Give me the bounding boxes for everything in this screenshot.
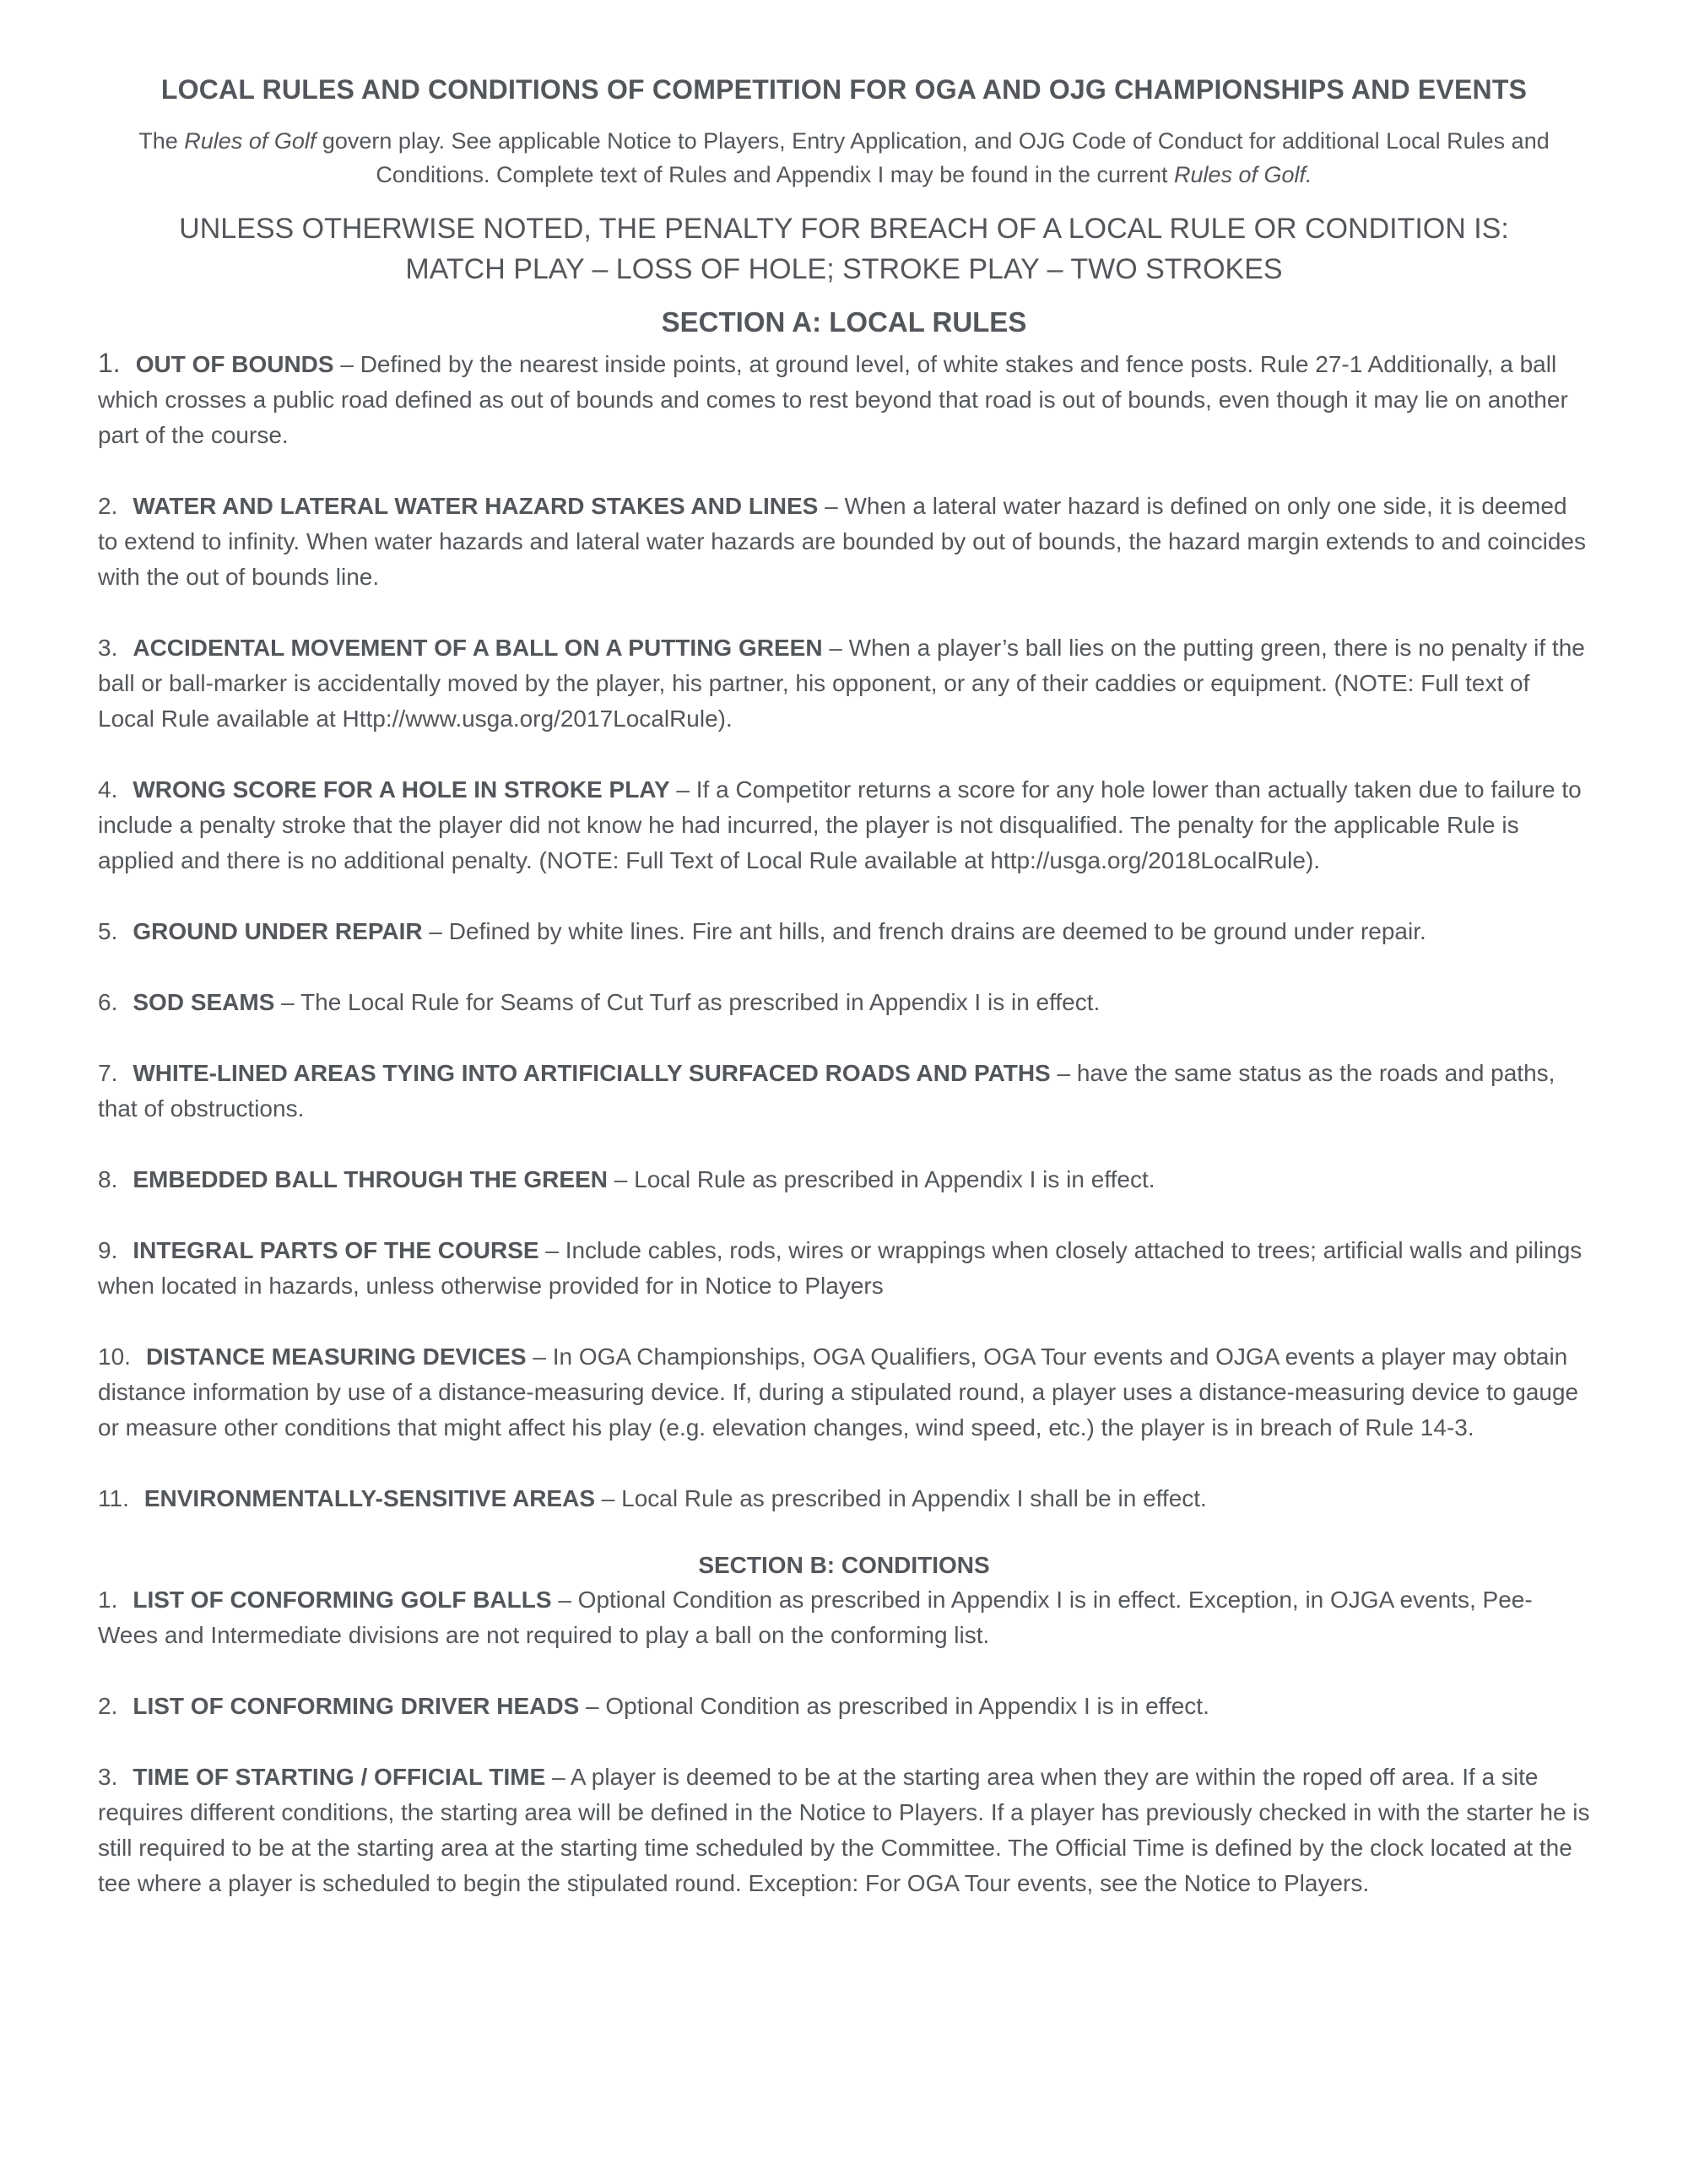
condition-text: – Optional Condition as prescribed in Appendix I is in effect. Exception, in OJGA events, Pee-Wees and Intermediate divisions are not required to play a ball on the conforming list. bbox=[98, 1587, 1533, 1648]
rule-text: – have the same status as the roads and paths, that of obstructions. bbox=[98, 1060, 1555, 1122]
intro-pre: The bbox=[138, 128, 185, 154]
rule-number: 10. bbox=[98, 1343, 131, 1370]
rule-number: 5. bbox=[98, 918, 118, 944]
condition-item bbox=[98, 1582, 1590, 1653]
rule-text: – Local Rule as prescribed in Appendix I shall be in effect. bbox=[595, 1485, 1207, 1511]
rule-text: – The Local Rule for Seams of Cut Turf as prescribed in Appendix I is in effect. bbox=[274, 989, 1101, 1015]
intro-italic-rules-of-golf: Rules of Golf bbox=[184, 128, 316, 154]
local-rule-item bbox=[98, 1056, 1590, 1127]
rule-text: – When a player’s ball lies on the putting green, there is no penalty if the ball or ball-marker is accidentally moved by the player, his partner, his opponent, or any of their caddies or equipment. (NOTE: Full text of Local Rule available at Http://www.usga.org/2017LocalRule). bbox=[98, 635, 1585, 732]
section-a-heading: SECTION A: LOCAL RULES bbox=[661, 306, 1027, 338]
rule-text: – Local Rule as prescribed in Appendix I is in effect. bbox=[607, 1166, 1155, 1192]
document-title: LOCAL RULES AND CONDITIONS OF COMPETITION FOR OGA AND OJG CHAMPIONSHIPS AND EVENTS bbox=[160, 74, 1528, 105]
condition-title: LIST OF CONFORMING DRIVER HEADS bbox=[133, 1693, 580, 1719]
rule-title: EMBEDDED BALL THROUGH THE GREEN bbox=[133, 1166, 608, 1192]
local-rule-item bbox=[98, 1339, 1590, 1446]
intro-mid: govern play. See applicable Notice to Players, Entry Application, and OJG Code of Conduct for additional Local Rules and Conditions. Complete text of Rules and Appendix I may be found in the current bbox=[316, 128, 1550, 187]
penalty-line-1: UNLESS OTHERWISE NOTED, THE PENALTY FOR BREACH OF A LOCAL RULE OR CONDITION IS: bbox=[179, 213, 1509, 245]
rule-number: 7. bbox=[98, 1060, 118, 1086]
condition-title: TIME OF STARTING / OFFICIAL TIME bbox=[133, 1764, 546, 1790]
rule-title: WRONG SCORE FOR A HOLE IN STROKE PLAY bbox=[133, 776, 670, 803]
rule-text: – In OGA Championships, OGA Qualifiers, OGA Tour events and OJGA events a player may obtain distance information by use of a distance-measuring device. If, during a stipulated round, a player uses a distance-measuring device to gauge or measure other conditions that might affect his play (e.g. elevation changes, wind speed, etc.) the player is in breach of Rule 14-3. bbox=[98, 1343, 1579, 1441]
condition-text: – Optional Condition as prescribed in Appendix I is in effect. bbox=[579, 1693, 1209, 1719]
rule-title: INTEGRAL PARTS OF THE COURSE bbox=[133, 1237, 539, 1263]
rule-title: ENVIRONMENTALLY-SENSITIVE AREAS bbox=[143, 1485, 596, 1511]
local-rule-item bbox=[98, 772, 1590, 878]
condition-number: 2. bbox=[98, 1693, 118, 1719]
rule-text: – When a lateral water hazard is defined on only one side, it is deemed to extend to infinity. When water hazards and lateral water hazards are bounded by out of bounds, the hazard margin extends to and coincides with the out of bounds line. bbox=[98, 493, 1587, 590]
local-rule-item bbox=[98, 345, 1590, 453]
rule-number: 4. bbox=[98, 776, 118, 803]
penalty-notice bbox=[98, 208, 1590, 289]
condition-item bbox=[98, 1689, 1590, 1724]
rule-number: 9. bbox=[98, 1237, 118, 1263]
rule-title: DISTANCE MEASURING DEVICES bbox=[145, 1343, 527, 1370]
rule-title: WHITE-LINED AREAS TYING INTO ARTIFICIALLY SURFACED ROADS AND PATHS bbox=[133, 1060, 1051, 1086]
local-rule-item bbox=[98, 1481, 1590, 1516]
rule-title: SOD SEAMS bbox=[133, 989, 275, 1015]
rule-title: OUT OF BOUNDS bbox=[135, 351, 334, 377]
local-rule-item bbox=[98, 1162, 1590, 1197]
condition-number: 1. bbox=[98, 1587, 118, 1613]
local-rule-item bbox=[98, 489, 1590, 595]
intro-paragraph bbox=[132, 124, 1556, 192]
section-b-heading: SECTION B: CONDITIONS bbox=[698, 1552, 990, 1578]
condition-title: LIST OF CONFORMING GOLF BALLS bbox=[133, 1587, 552, 1613]
local-rule-item bbox=[98, 630, 1590, 737]
rule-number: 11. bbox=[98, 1485, 129, 1511]
local-rule-item bbox=[98, 914, 1590, 949]
rule-title: GROUND UNDER REPAIR bbox=[133, 918, 423, 944]
condition-text: – A player is deemed to be at the starting area when they are within the roped off area. If a site requires different conditions, the starting area will be defined in the Notice to Players. If a player has previously checked in with the starter he is still required to be at the starting area at the starting time scheduled by the Committee. The Official Time is defined by the clock located at the tee where a player is scheduled to begin the stipulated round. Exception: For OGA Tour events, see the Notice to Players. bbox=[98, 1764, 1590, 1896]
rule-number: 3. bbox=[98, 635, 118, 661]
rule-number: 8. bbox=[98, 1166, 118, 1192]
rule-text: – Defined by white lines. Fire ant hills, and french drains are deemed to be ground under repair. bbox=[422, 918, 1426, 944]
local-rule-item bbox=[98, 985, 1590, 1020]
rule-number: 6. bbox=[98, 989, 118, 1015]
rule-number: 2. bbox=[98, 493, 118, 519]
rule-text: – If a Competitor returns a score for any hole lower than actually taken due to failure to include a penalty stroke that the player did not know he had incurred, the player is not disqualified. The penalty for the applicable Rule is applied and there is no additional penalty. (NOTE: Full Text of Local Rule available at http://usga.org/2018LocalRule). bbox=[98, 776, 1582, 873]
intro-italic-rules-of-golf-end: Rules of Golf. bbox=[1173, 162, 1312, 187]
rule-title: WATER AND LATERAL WATER HAZARD STAKES AND LINES bbox=[133, 493, 819, 519]
local-rule-item bbox=[98, 1233, 1590, 1304]
rule-number: 1. bbox=[98, 348, 121, 378]
rule-title: ACCIDENTAL MOVEMENT OF A BALL ON A PUTTING GREEN bbox=[133, 635, 823, 661]
penalty-line-2: MATCH PLAY – LOSS OF HOLE; STROKE PLAY – TWO STROKES bbox=[405, 253, 1283, 285]
condition-number: 3. bbox=[98, 1764, 118, 1790]
rule-text: – Include cables, rods, wires or wrappings when closely attached to trees; artificial walls and pilings when located in hazards, unless otherwise provided for in Notice to Players bbox=[98, 1237, 1582, 1299]
rule-text: – Defined by the nearest inside points, at ground level, of white stakes and fence posts. Rule 27-1 Additionally, a ball which crosses a public road defined as out of bounds and comes to rest beyond that road is out of bounds, even though it may lie on another part of the course. bbox=[98, 351, 1568, 448]
condition-item bbox=[98, 1760, 1590, 1901]
